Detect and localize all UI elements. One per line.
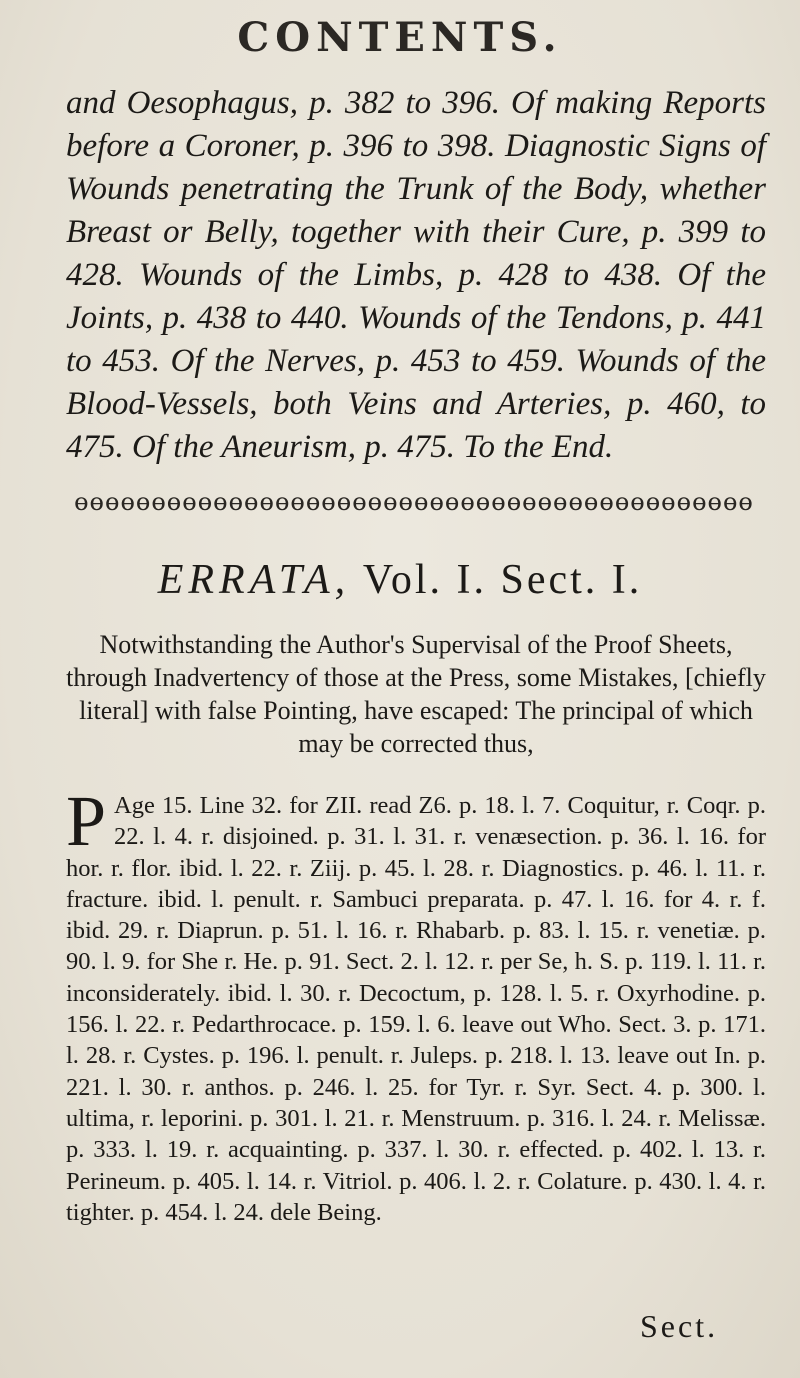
drop-cap: P bbox=[66, 781, 107, 861]
errata-heading bbox=[0, 556, 800, 604]
catchword: Sect. bbox=[640, 1308, 719, 1344]
errata-notice bbox=[66, 628, 766, 760]
contents-text: and Oesophagus, p. 382 to 396. Of making Reports before a Coroner, p. 396 to 398. Diagnostic Signs of Wounds penetrating the Trunk of the Body, whether Breast or Belly, together with their Cure, p. 399 to 428. Wounds of the Limbs, p. 428 to 438. Of the Joints, p. 438 to 440. Wounds of the Tendons, p. 441 to 453. Of the Nerves, p. 453 to 459. Wounds of the Blood-Vessels, both Veins and Arteries, p. 460, to 475. Of the Aneurism, p. 475. To the End. bbox=[66, 85, 766, 465]
errata-list bbox=[66, 781, 766, 1228]
errata-volume: Vol. I. Sect. I. bbox=[362, 557, 643, 603]
errata-entries: Age 15. Line 32. for ZII. read Z6. p. 18. l. 7. Coquitur, r. Coqr. p. 22. l. 4. r. disjoined. p. 31. l. 31. r. venæsection. p. 36. l. 16. for hor. r. flor. ibid. l. 22. r. Ziij. p. 45. l. 28. r. Diagnostics. p. 46. l. 11. r. fracture. ibid. l. penult. r. Sambuci preparata. p. 47. l. 16. for 4. r. f. ibid. 29. r. Diaprun. p. 51. l. 16. r. Rhabarb. p. 83. l. 15. r. venetiæ. p. 90. l. 9. for She r. He. p. 91. Sect. 2. l. 12. r. per Se, h. S. p. 119. l. 11. r. inconsiderately. ibid. l. 30. r. Decoctum, p. 128. l. 5. r. Oxyrhodine. p. 156. l. 22. r. Pedarthrocace. p. 159. l. 6. leave out Who. Sect. 3. p. 171. l. 28. r. Cystes. p. 196. l. penult. r. Juleps. p. 218. l. 13. leave out In. p. 221. l. 30. r. anthos. p. 246. l. 25. for Tyr. r. Syr. Sect. 4. p. 300. l. ultima, r. leporini. p. 301. l. 21. r. Menstruum. p. 316. l. 24. r. Melissæ. p. 333. l. 19. r. acquainting. p. 337. l. 30. r. effected. p. 402. l. 13. r. Perineum. p. 405. l. 14. r. Vitriol. p. 406. l. 2. r. Colature. p. 430. l. 4. r. tighter. p. 454. l. 24. dele Being. bbox=[66, 792, 766, 1226]
ornament-rule: ɵɵɵɵɵɵɵɵɵɵɵɵɵɵɵɵɵɵɵɵɵɵɵɵɵɵɵɵɵɵɵɵɵɵɵɵɵɵɵɵɵɵɵɵ bbox=[74, 488, 754, 516]
errata-title: ERRATA, bbox=[157, 557, 351, 603]
page-header: CONTENTS. bbox=[237, 14, 563, 61]
notice-text: Notwithstanding the Author's Supervisal of the Proof Sheets, through Inadvertency of those at the Press, some Mistakes, [chiefly literal] with false Pointing, have escaped: The principal of which may be corrected thus, bbox=[66, 630, 766, 758]
contents-continuation bbox=[66, 82, 766, 469]
